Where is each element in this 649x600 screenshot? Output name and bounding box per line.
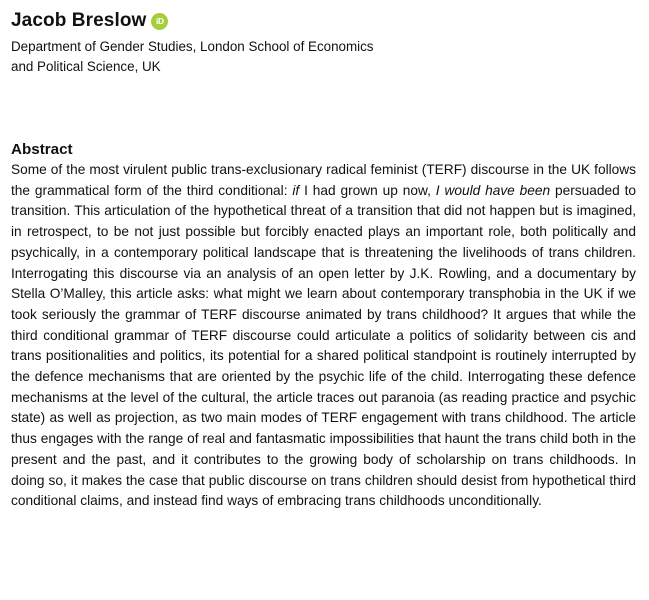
abstract-heading: Abstract [11,141,73,158]
abstract-text: I had grown up now, [299,182,436,198]
abstract-body [11,160,636,512]
abstract-italic-text: I would have been [435,182,551,198]
orcid-icon[interactable]: iD [151,13,168,30]
article-header [11,8,636,512]
author-affiliation [11,37,636,77]
author-name: Jacob Breslow [11,10,147,31]
author-line [11,8,636,34]
abstract-italic-text: if [292,182,300,198]
affiliation-line: and Political Science, UK [11,59,161,74]
abstract-text: persuaded to transition. This articulation of the hypothetical threat of a transition that did not happen but is imagined, in retrospect, to be not just possible but forcibly enacted plays an important role, both politically and psychically, in a contemporary political landscape that is threatening the livelihoods of trans children. Interrogating this discourse via an analysis of an open letter by J.K. Rowling, and a documentary by Stella O’Malley, this article asks: what might we learn about contemporary transphobia in the UK if we took seriously the grammar of TERF discourse animated by trans childhood? It argues that while the third conditional grammar of TERF discourse could articulate a politics of solidarity between cis and trans positionalities and politics, its potential for a shared political standpoint is routinely interrupted by the defence mechanisms that are oriented by the psychic life of the child. Interrogating these defence mechanisms at the level of the cultural, the article traces out paranoia (as reading practice and psychic state) as well as projection, as two main modes of TERF engagement with trans childhood. The article thus engages with the range of real and fantasmatic impossibilities that haunt the trans child both in the present and the past, and it contributes to the growing body of scholarship on trans childhoods. In doing so, it makes the case that public discourse on trans children should desist from hypothetical third conditional claims, and instead find ways of embracing trans childhoods unconditionally. [11,182,636,509]
affiliation-line: Department of Gender Studies, London School of Economics [11,39,374,54]
abstract-text: Some of the most virulent public trans-exclusionary radical feminist (TERF) discourse in the UK follows the grammatical form of the third conditional: [11,162,636,198]
